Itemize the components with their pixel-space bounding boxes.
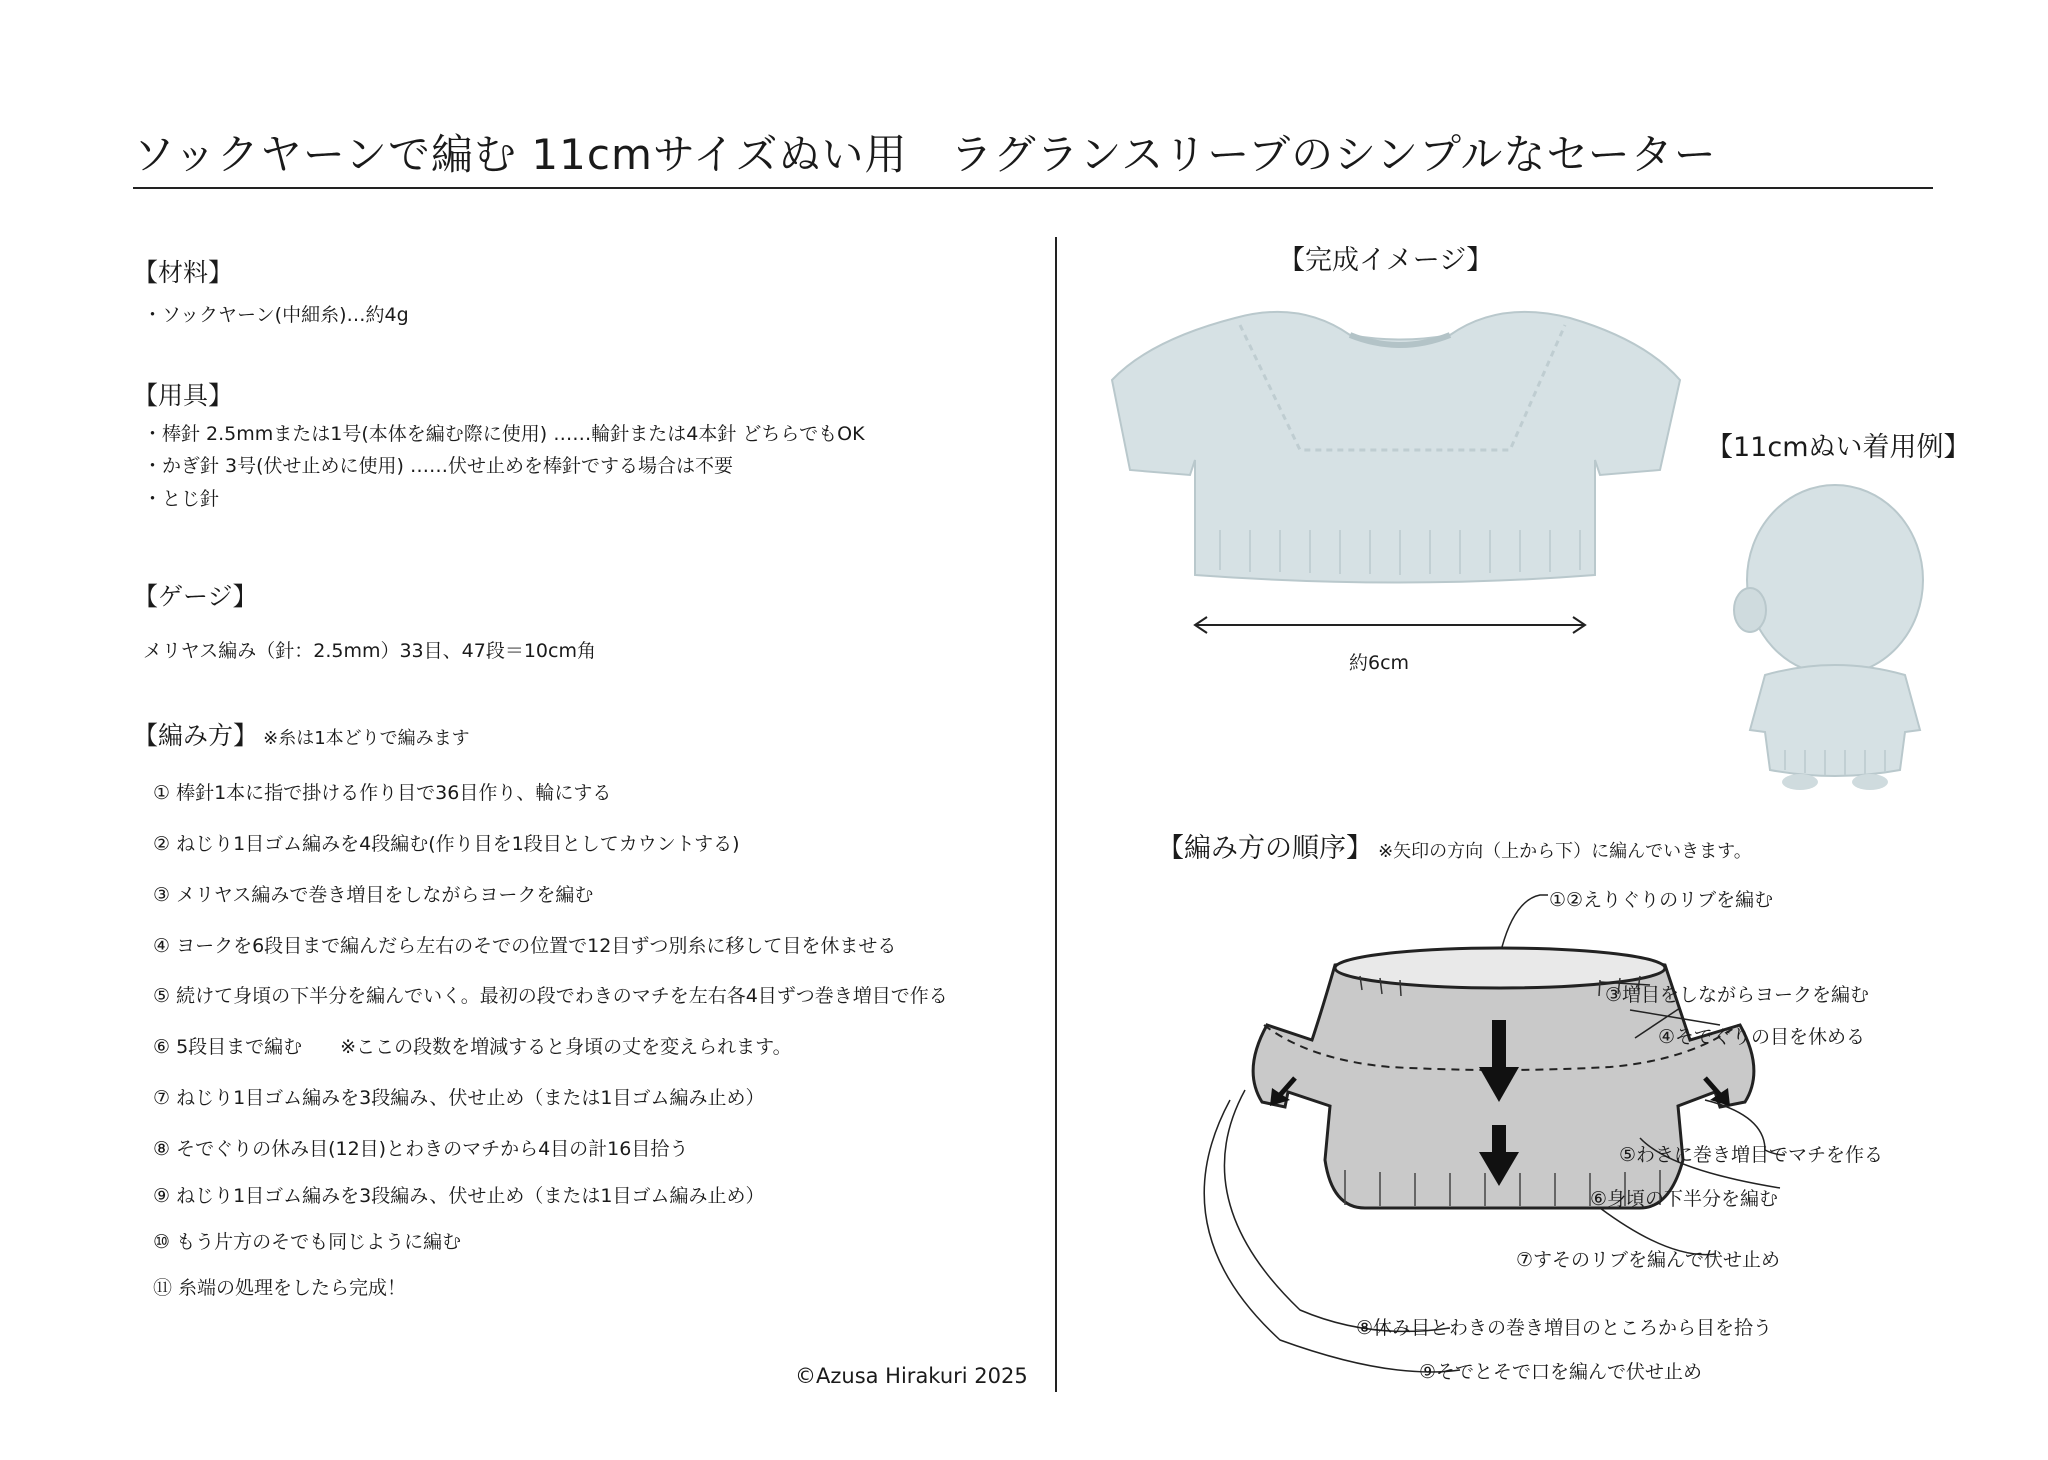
order-label: ③増目をしながらヨークを編む [1605,984,1870,1006]
copyright: ©Azusa Hirakuri 2025 [795,1364,1028,1388]
gauge-heading: 【ゲージ】 [133,582,258,611]
method-heading-row [133,716,470,752]
materials-item: ・ソックヤーン(中細糸)…約4g [143,304,409,326]
tools-item: ・とじ針 [143,488,220,510]
order-heading: 【編み方の順序】 [1157,833,1373,864]
order-note: ※矢印の方向（上から下）に編んでいきます。 [1378,841,1752,862]
order-label: ⑤わきに巻き増目でマチを作る [1619,1144,1884,1166]
worn-heading: 【11cmぬい着用例】 [1706,432,1971,463]
method-step: ① 棒針1本に指で掛ける作り目で36目作り、輪にする [153,782,612,804]
method-step: ④ ヨークを6段目まで編んだら左右のそでの位置で12目ずつ別糸に移して目を休ませる [153,935,897,957]
method-step: ⑨ ねじり1目ゴム編みを3段編み、伏せ止め（または1目ゴム編み止め） [153,1185,765,1207]
order-heading-row [1157,826,1752,865]
plush-doll-photo [1690,470,1990,800]
materials-heading: 【材料】 [133,258,234,287]
method-step: ② ねじり1目ゴム編みを4段編む(作り目を1段目としてカウントする) [153,833,740,855]
tools-heading: 【用具】 [133,381,234,410]
tools-item: ・かぎ針 3号(伏せ止めに使用) ……伏せ止めを棒針でする場合は不要 [143,455,733,477]
method-step: ⑧ そでぐりの休み目(12目)とわきのマチから4目の計16目拾う [153,1138,689,1160]
method-heading: 【編み方】 [133,721,259,750]
title-divider [133,187,1933,189]
order-label: ⑦すそのリブを編んで伏せ止め [1516,1249,1781,1271]
method-step: ⑤ 続けて身頃の下半分を編んでいく。最初の段でわきのマチを左右各4目ずつ巻き増目で作る [153,985,948,1007]
finished-sweater-photo [1100,280,1700,680]
method-note: ※糸は1本どりで編みます [263,728,470,749]
method-step: ⑦ ねじり1目ゴム編みを3段編み、伏せ止め（または1目ゴム編み止め） [153,1087,765,1109]
column-divider [1055,237,1057,1392]
tools-item: ・棒針 2.5mmまたは1号(本体を編む際に使用) ……輪針または4本針 どちらでもOK [143,423,865,445]
order-label: ⑥身頃の下半分を編む [1590,1188,1779,1210]
size-label: 約6cm [1349,652,1410,674]
method-step: ⑩ もう片方のそでも同じように編む [153,1231,462,1253]
order-label: ①②えりぐりのリブを編む [1549,889,1774,911]
knitting-order-diagram [1200,870,1850,1390]
order-label: ④そでぐりの目を休める [1658,1026,1866,1048]
page-title: ソックヤーンで編む 11cmサイズぬい用 ラグランスリーブのシンプルなセーター [133,130,1717,179]
method-step: ⑥ 5段目まで編む ※ここの段数を増減すると身頃の丈を変えられます。 [153,1036,792,1058]
order-label: ⑨そでとそで口を編んで伏せ止め [1419,1361,1703,1383]
gauge-text: メリヤス編み（針：2.5mm）33目、47段＝10cm角 [143,640,596,662]
method-step: ③ メリヤス編みで巻き増目をしながらヨークを編む [153,884,594,906]
method-step: ⑪ 糸端の処理をしたら完成！ [153,1277,407,1299]
order-label: ⑧休み目とわきの巻き増目のところから目を拾う [1356,1317,1773,1339]
finished-heading: 【完成イメージ】 [1278,245,1494,276]
